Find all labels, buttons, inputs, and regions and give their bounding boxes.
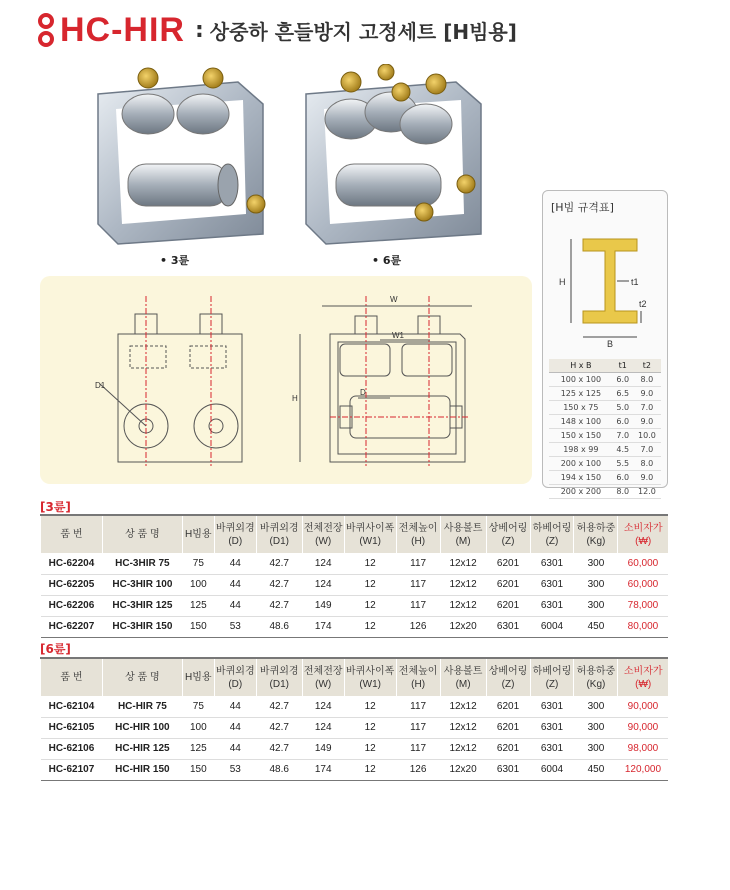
table-header-cell: 전체전장 (W) xyxy=(302,515,344,553)
table-row xyxy=(41,738,669,759)
price-cell: 80,000 xyxy=(618,616,668,637)
table-header-cell: 전체높이 (H) xyxy=(396,515,440,553)
table-header-cell: 바퀴사이폭 (W1) xyxy=(344,658,396,696)
table-cell: 149 xyxy=(302,738,344,759)
spec-header-cell: t2 xyxy=(633,359,661,373)
table-cell: 124 xyxy=(302,553,344,574)
table-row xyxy=(41,595,669,616)
table-cell: 300 xyxy=(574,738,618,759)
spec-cell: 8.0 xyxy=(613,485,633,499)
table-header-cell: H빔용 xyxy=(182,515,214,553)
spec-cell: 150 x 75 xyxy=(549,401,613,415)
spec-cell: 200 x 100 xyxy=(549,457,613,471)
table-cell: 44 xyxy=(214,574,256,595)
drawing-svg xyxy=(40,276,532,484)
table-header-cell: 허용하중 (Kg) xyxy=(574,658,618,696)
table-cell: 6301 xyxy=(530,696,574,717)
table-header-cell: 사용볼트 (M) xyxy=(440,658,486,696)
table-cell: 12 xyxy=(344,553,396,574)
logo-icon xyxy=(38,13,54,47)
side-view xyxy=(100,296,242,466)
table-header-cell: 품 번 xyxy=(41,658,103,696)
table-cell: 6301 xyxy=(530,595,574,616)
label-w1: W1 xyxy=(392,331,404,340)
table-cell: 44 xyxy=(214,595,256,616)
product-code: HC-62204 xyxy=(41,553,103,574)
table-cell: 117 xyxy=(396,595,440,616)
table-cell: 12 xyxy=(344,696,396,717)
spec-label-t1: t1 xyxy=(631,277,639,287)
table-cell: 12 xyxy=(344,574,396,595)
table-cell: 6301 xyxy=(530,553,574,574)
product-name: HC-3HIR 100 xyxy=(102,574,182,595)
table-header-cell: 바퀴외경 (D1) xyxy=(256,515,302,553)
table-cell: 6301 xyxy=(486,616,530,637)
spec-row xyxy=(549,415,661,429)
price-cell: 78,000 xyxy=(618,595,668,616)
spec-cell: 194 x 150 xyxy=(549,471,613,485)
product-photo-6-wheel xyxy=(296,64,496,249)
table-cell: 12x12 xyxy=(440,738,486,759)
table-header-cell: 품 번 xyxy=(41,515,103,553)
table-cell: 300 xyxy=(574,574,618,595)
table-cell: 6201 xyxy=(486,595,530,616)
spec-row xyxy=(549,471,661,485)
table-cell: 12 xyxy=(344,616,396,637)
table-cell: 12x12 xyxy=(440,574,486,595)
product-name: HC-HIR 75 xyxy=(102,696,182,717)
table-header-cell: 바퀴사이폭 (W1) xyxy=(344,515,396,553)
table-cell: 300 xyxy=(574,553,618,574)
table-cell: 300 xyxy=(574,717,618,738)
table-cell: 12 xyxy=(344,738,396,759)
table-cell: 42.7 xyxy=(256,696,302,717)
table-cell: 100 xyxy=(182,574,214,595)
spec-cell: 6.5 xyxy=(613,387,633,401)
table-cell: 12x20 xyxy=(440,759,486,780)
spec-cell: 9.0 xyxy=(633,387,661,401)
table-cell: 174 xyxy=(302,616,344,637)
spec-header-cell: H x B xyxy=(549,359,613,373)
price-cell: 90,000 xyxy=(618,717,668,738)
table-cell: 44 xyxy=(214,738,256,759)
table-cell: 125 xyxy=(182,738,214,759)
table-cell: 124 xyxy=(302,696,344,717)
spec-row xyxy=(549,443,661,457)
model-title: HC-HIR xyxy=(60,10,185,49)
table-cell: 126 xyxy=(396,759,440,780)
table-header-cell: 소비자가 (₩) xyxy=(618,658,668,696)
table-cell: 125 xyxy=(182,595,214,616)
spec-cell: 12.0 xyxy=(633,485,661,499)
table-cell: 117 xyxy=(396,574,440,595)
table-cell: 12x12 xyxy=(440,717,486,738)
front-view xyxy=(300,296,472,466)
table-cell: 44 xyxy=(214,553,256,574)
product-code: HC-62104 xyxy=(41,696,103,717)
product-table-3-wheel xyxy=(40,514,668,638)
product-code: HC-62105 xyxy=(41,717,103,738)
section-label-3-wheel: [3륜] xyxy=(40,500,71,514)
h-beam-spec-panel xyxy=(542,190,668,496)
price-cell: 98,000 xyxy=(618,738,668,759)
spec-label-h: H xyxy=(559,277,566,287)
table-row xyxy=(41,574,669,595)
spec-row xyxy=(549,401,661,415)
table-cell: 6301 xyxy=(530,717,574,738)
table-header-cell: 전체높이 (H) xyxy=(396,658,440,696)
table-row xyxy=(41,553,669,574)
table-row xyxy=(41,696,669,717)
table-cell: 117 xyxy=(396,717,440,738)
table-cell: 6201 xyxy=(486,696,530,717)
spec-row xyxy=(549,457,661,471)
caption-3-wheel: • 3륜 xyxy=(160,254,190,267)
table-header-cell: 소비자가 (₩) xyxy=(618,515,668,553)
title-colon: : xyxy=(194,17,204,43)
table-cell: 42.7 xyxy=(256,574,302,595)
table-cell: 42.7 xyxy=(256,717,302,738)
product-code: HC-62107 xyxy=(41,759,103,780)
spec-title: [H빔 규격표] xyxy=(551,201,614,214)
table-header-cell: 사용볼트 (M) xyxy=(440,515,486,553)
table-cell: 150 xyxy=(182,616,214,637)
table-cell: 6201 xyxy=(486,738,530,759)
price-cell: 120,000 xyxy=(618,759,668,780)
spec-cell: 6.0 xyxy=(613,471,633,485)
table-cell: 48.6 xyxy=(256,616,302,637)
table-cell: 12 xyxy=(344,595,396,616)
spec-label-b: B xyxy=(607,339,614,349)
table-row xyxy=(41,717,669,738)
table-cell: 42.7 xyxy=(256,738,302,759)
table-cell: 6301 xyxy=(530,574,574,595)
spec-row xyxy=(549,429,661,443)
page-header xyxy=(38,8,517,52)
spec-row xyxy=(549,485,661,499)
table-cell: 12x20 xyxy=(440,616,486,637)
table-header-cell: 허용하중 (Kg) xyxy=(574,515,618,553)
table-cell: 44 xyxy=(214,696,256,717)
table-cell: 126 xyxy=(396,616,440,637)
table-cell: 6301 xyxy=(530,738,574,759)
table-cell: 53 xyxy=(214,759,256,780)
table-cell: 450 xyxy=(574,616,618,637)
table-cell: 53 xyxy=(214,616,256,637)
table-cell: 42.7 xyxy=(256,553,302,574)
table-cell: 6201 xyxy=(486,574,530,595)
spec-label-t2: t2 xyxy=(639,299,647,309)
table-cell: 117 xyxy=(396,553,440,574)
spec-cell: 100 x 100 xyxy=(549,373,613,387)
label-d: D xyxy=(360,388,366,397)
caption-6-wheel: • 6륜 xyxy=(372,254,402,267)
table-cell: 124 xyxy=(302,574,344,595)
spec-cell: 148 x 100 xyxy=(549,415,613,429)
table-cell: 12 xyxy=(344,717,396,738)
product-code: HC-62207 xyxy=(41,616,103,637)
table-header-cell: 하베어링 (Z) xyxy=(530,658,574,696)
spec-cell: 7.0 xyxy=(633,443,661,457)
table-header-cell: 상베어링 (Z) xyxy=(486,515,530,553)
table-cell: 100 xyxy=(182,717,214,738)
table-cell: 12x12 xyxy=(440,595,486,616)
spec-cell: 5.5 xyxy=(613,457,633,471)
spec-cell: 200 x 200 xyxy=(549,485,613,499)
table-cell: 150 xyxy=(182,759,214,780)
table-cell: 6201 xyxy=(486,717,530,738)
label-w: W xyxy=(390,295,398,304)
product-name: HC-HIR 100 xyxy=(102,717,182,738)
table-cell: 149 xyxy=(302,595,344,616)
table-cell: 117 xyxy=(396,738,440,759)
table-cell: 6201 xyxy=(486,553,530,574)
spec-cell: 150 x 150 xyxy=(549,429,613,443)
table-cell: 450 xyxy=(574,759,618,780)
table-header-cell: 전체전장 (W) xyxy=(302,658,344,696)
table-header-cell: H빔용 xyxy=(182,658,214,696)
product-code: HC-62206 xyxy=(41,595,103,616)
table-cell: 300 xyxy=(574,696,618,717)
table-row xyxy=(41,759,669,780)
spec-header-cell: t1 xyxy=(613,359,633,373)
product-name: HC-3HIR 125 xyxy=(102,595,182,616)
price-cell: 60,000 xyxy=(618,574,668,595)
table-cell: 117 xyxy=(396,696,440,717)
spec-cell: 7.0 xyxy=(633,401,661,415)
table-header-cell: 상베어링 (Z) xyxy=(486,658,530,696)
h-beam-spec-table xyxy=(549,359,661,499)
table-cell: 6004 xyxy=(530,616,574,637)
spec-cell: 6.0 xyxy=(613,373,633,387)
product-photo-3-wheel xyxy=(88,64,278,249)
label-d1: D1 xyxy=(95,381,106,390)
section-label-6-wheel: [6륜] xyxy=(40,642,71,656)
table-cell: 12x12 xyxy=(440,696,486,717)
price-cell: 90,000 xyxy=(618,696,668,717)
table-cell: 174 xyxy=(302,759,344,780)
spec-cell: 125 x 125 xyxy=(549,387,613,401)
spec-cell: 8.0 xyxy=(633,373,661,387)
h-beam-icon xyxy=(549,219,661,349)
product-name: HC-HIR 125 xyxy=(102,738,182,759)
product-name: HC-HIR 150 xyxy=(102,759,182,780)
page-subtitle: 상중하 흔들방지 고정세트 [H빔용] xyxy=(209,19,517,44)
product-code: HC-62205 xyxy=(41,574,103,595)
table-cell: 48.6 xyxy=(256,759,302,780)
product-table-6-wheel xyxy=(40,657,668,781)
spec-cell: 9.0 xyxy=(633,471,661,485)
table-cell: 6004 xyxy=(530,759,574,780)
table-cell: 75 xyxy=(182,696,214,717)
table-header-cell: 바퀴외경 (D) xyxy=(214,515,256,553)
table-cell: 42.7 xyxy=(256,595,302,616)
price-cell: 60,000 xyxy=(618,553,668,574)
spec-cell: 5.0 xyxy=(613,401,633,415)
table-cell: 44 xyxy=(214,717,256,738)
product-code: HC-62106 xyxy=(41,738,103,759)
product-name: HC-3HIR 75 xyxy=(102,553,182,574)
table-row xyxy=(41,616,669,637)
table-header-cell: 바퀴외경 (D) xyxy=(214,658,256,696)
spec-cell: 8.0 xyxy=(633,457,661,471)
table-header-cell: 상 품 명 xyxy=(102,658,182,696)
product-name: HC-3HIR 150 xyxy=(102,616,182,637)
table-header-cell: 상 품 명 xyxy=(102,515,182,553)
spec-row xyxy=(549,373,661,387)
technical-drawing xyxy=(40,276,532,484)
table-cell: 300 xyxy=(574,595,618,616)
label-h: H xyxy=(292,394,298,403)
spec-cell: 6.0 xyxy=(613,415,633,429)
table-cell: 124 xyxy=(302,717,344,738)
table-cell: 12x12 xyxy=(440,553,486,574)
spec-cell: 10.0 xyxy=(633,429,661,443)
spec-cell: 7.0 xyxy=(613,429,633,443)
table-cell: 6301 xyxy=(486,759,530,780)
spec-cell: 9.0 xyxy=(633,415,661,429)
spec-row xyxy=(549,387,661,401)
table-cell: 75 xyxy=(182,553,214,574)
table-header-cell: 바퀴외경 (D1) xyxy=(256,658,302,696)
table-header-cell: 하베어링 (Z) xyxy=(530,515,574,553)
spec-cell: 4.5 xyxy=(613,443,633,457)
spec-cell: 198 x 99 xyxy=(549,443,613,457)
table-cell: 12 xyxy=(344,759,396,780)
